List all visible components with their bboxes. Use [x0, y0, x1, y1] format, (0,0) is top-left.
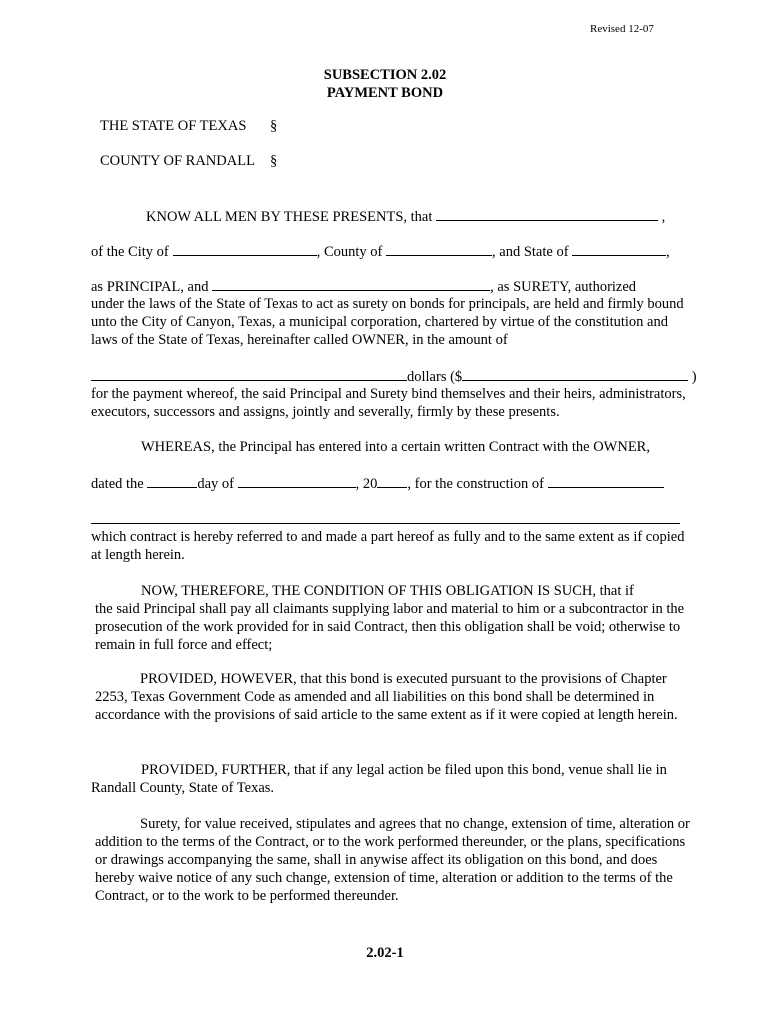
month-blank[interactable] — [238, 474, 356, 488]
project-description-blank[interactable] — [91, 523, 680, 524]
surety-name-blank[interactable] — [212, 277, 490, 291]
surety-value-paragraph: Surety, for value received, stipulates and agrees that no change, extension of time, alteration or addition to the terms of the Contract, or to the work performed thereunder, or the plans, specifications or drawings accompanying the same, shall in anywise affect its obligation on this bond, and does hereby waive notice of any such change, extension of time, alteration or addition to the terms of the Contract, or to the work to be performed thereunder. — [95, 816, 690, 904]
know-all-text: KNOW ALL MEN BY THESE PRESENTS, that — [146, 209, 433, 225]
know-all-comma: , — [661, 209, 666, 225]
day-of-label: day of — [197, 476, 235, 492]
section-sign-county: § — [270, 153, 278, 169]
location-comma: , — [666, 244, 670, 260]
principal-name-blank[interactable] — [436, 207, 658, 221]
close-paren: ) — [691, 369, 697, 385]
know-all-line — [146, 207, 665, 226]
amount-figures-blank[interactable] — [462, 367, 688, 381]
which-contract-paragraph: which contract is hereby referred to and made a part hereof as fully and to the same extent as if copied at length herein. — [91, 529, 685, 563]
document-subtitle: PAYMENT BOND — [326, 85, 444, 101]
document-title: SUBSECTION 2.02 — [323, 67, 447, 83]
state-blank[interactable] — [572, 242, 666, 256]
page-number: 2.02-1 — [366, 945, 404, 961]
surety-paragraph: under the laws of the State of Texas to act as surety on bonds for principals, are held and firmly bound unto the City of Canyon, Texas, a municipal corporation, chartered by virtue of the constitution and laws of the State of Texas, hereinafter called OWNER, in the amount of — [91, 296, 684, 348]
provided-however-paragraph: PROVIDED, HOWEVER, that this bond is executed pursuant to the provisions of Chapter 2253, Texas Government Code as amended and all liabilities on this bond shall be determined in accordance with the provisions of said article to the same extent as if it were copied at length herein. — [95, 671, 678, 723]
as-principal-label: as PRINCIPAL, and — [91, 279, 209, 295]
construction-blank[interactable] — [548, 474, 664, 488]
section-sign-state: § — [270, 118, 278, 134]
dated-the-label: dated the — [91, 476, 144, 492]
year-prefix-label: , 20 — [355, 476, 378, 492]
state-label: THE STATE OF TEXAS — [100, 118, 247, 134]
principal-surety-line — [91, 277, 636, 296]
county-blank[interactable] — [386, 242, 492, 256]
dollars-label: dollars ($ — [407, 369, 463, 385]
amount-line — [91, 367, 697, 386]
state-of-label: , and State of — [492, 244, 569, 260]
now-therefore-first-line: NOW, THEREFORE, THE CONDITION OF THIS OBLIGATION IS SUCH, that if — [141, 583, 634, 599]
city-of-label: of the City of — [91, 244, 169, 260]
dated-line — [91, 474, 664, 493]
payment-whereof-paragraph: for the payment whereof, the said Principal and Surety bind themselves and their heirs, administrators, executors, successors and assigns, jointly and severally, firmly by these presents. — [91, 386, 686, 420]
location-line — [91, 242, 670, 261]
construction-label: , for the construction of — [407, 476, 544, 492]
amount-words-blank[interactable] — [91, 367, 407, 381]
revision-note: Revised 12-07 — [590, 23, 654, 35]
day-blank[interactable] — [147, 474, 197, 488]
county-of-label: , County of — [316, 244, 383, 260]
county-label: COUNTY OF RANDALL — [100, 153, 255, 169]
as-surety-label: , as SURETY, authorized — [490, 279, 637, 295]
year-blank[interactable] — [377, 474, 407, 488]
provided-further-paragraph: PROVIDED, FURTHER, that if any legal action be filed upon this bond, venue shall lie in Randall County, State of Texas. — [91, 762, 667, 796]
city-blank[interactable] — [173, 242, 317, 256]
whereas-line: WHEREAS, the Principal has entered into a certain written Contract with the OWNER, — [141, 439, 650, 455]
now-therefore-paragraph: the said Principal shall pay all claimants supplying labor and material to him or a subcontractor in the prosecution of the work provided for in said Contract, then this obligation shall be void; otherwise to remain in full force and effect; — [95, 601, 685, 653]
